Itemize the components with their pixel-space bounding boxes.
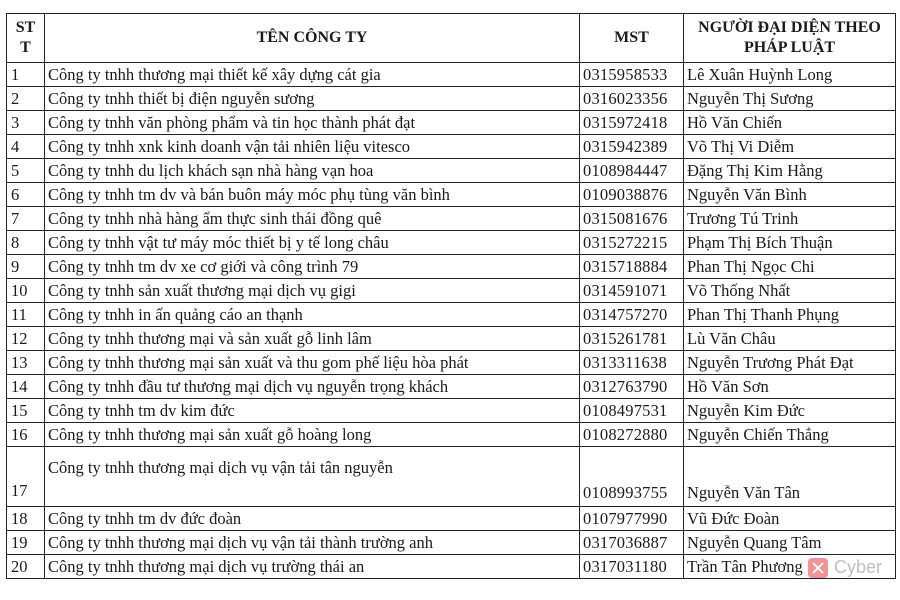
table-row bbox=[7, 423, 896, 447]
row-stt: 20 bbox=[7, 555, 45, 579]
row-tax-code: 0317036887 bbox=[580, 531, 684, 555]
row-tax-code: 0315272215 bbox=[580, 231, 684, 255]
row-company-name: Công ty tnhh thương mại sản xuất gỗ hoàng long bbox=[45, 423, 580, 447]
header-tax-code: MST bbox=[580, 14, 684, 63]
table-row bbox=[7, 399, 896, 423]
row-stt: 2 bbox=[7, 87, 45, 111]
row-legal-representative: Đặng Thị Kim Hằng bbox=[684, 159, 896, 183]
table-row bbox=[7, 63, 896, 87]
row-company-name: Công ty tnhh xnk kinh doanh vận tải nhiên liệu vitesco bbox=[45, 135, 580, 159]
row-company-name: Công ty tnhh thương mại sản xuất và thu gom phế liệu hòa phát bbox=[45, 351, 580, 375]
row-legal-representative: Nguyễn Kim Đức bbox=[684, 399, 896, 423]
row-stt: 14 bbox=[7, 375, 45, 399]
row-legal-representative: Phạm Thị Bích Thuận bbox=[684, 231, 896, 255]
table-row bbox=[7, 327, 896, 351]
table-row bbox=[7, 135, 896, 159]
header-stt bbox=[7, 14, 45, 63]
table-row bbox=[7, 351, 896, 375]
row-tax-code: 0314757270 bbox=[580, 303, 684, 327]
row-legal-representative: Nguyễn Trương Phát Đạt bbox=[684, 351, 896, 375]
row-stt: 8 bbox=[7, 231, 45, 255]
row-tax-code: 0312763790 bbox=[580, 375, 684, 399]
row-legal-representative: Hồ Văn Chiến bbox=[684, 111, 896, 135]
row-company-name: Công ty tnhh đầu tư thương mại dịch vụ nguyễn trọng khách bbox=[45, 375, 580, 399]
row-tax-code: 0108497531 bbox=[580, 399, 684, 423]
row-company-name: Công ty tnhh thương mại dịch vụ trường thái an bbox=[45, 555, 580, 579]
row-stt: 11 bbox=[7, 303, 45, 327]
row-legal-representative: Nguyễn Văn Bình bbox=[684, 183, 896, 207]
row-company-name: Công ty tnhh tm dv xe cơ giới và công trình 79 bbox=[45, 255, 580, 279]
row-tax-code: 0315942389 bbox=[580, 135, 684, 159]
row-company-name: Công ty tnhh vật tư máy móc thiết bị y tế long châu bbox=[45, 231, 580, 255]
row-tax-code: 0107977990 bbox=[580, 507, 684, 531]
x-logo-icon bbox=[808, 558, 828, 578]
row-stt: 10 bbox=[7, 279, 45, 303]
table-row bbox=[7, 531, 896, 555]
row-tax-code: 0315718884 bbox=[580, 255, 684, 279]
row-tax-code: 0315972418 bbox=[580, 111, 684, 135]
table-row bbox=[7, 159, 896, 183]
row-stt: 13 bbox=[7, 351, 45, 375]
row-tax-code: 0317031180 bbox=[580, 555, 684, 579]
table-row bbox=[7, 183, 896, 207]
table-row bbox=[7, 555, 896, 579]
row-company-name: Công ty tnhh thương mại và sản xuất gỗ linh lâm bbox=[45, 327, 580, 351]
row-legal-representative: Lù Văn Châu bbox=[684, 327, 896, 351]
table-row bbox=[7, 303, 896, 327]
table-row bbox=[7, 255, 896, 279]
header-rep-line2: PHÁP LUẬT bbox=[743, 39, 836, 56]
table-row bbox=[7, 111, 896, 135]
row-legal-representative: Phan Thị Thanh Phụng bbox=[684, 303, 896, 327]
row-company-name: Công ty tnhh thương mại thiết kế xây dựng cát gia bbox=[45, 63, 580, 87]
row-tax-code: 0108984447 bbox=[580, 159, 684, 183]
row-company-name: Công ty tnhh thương mại dịch vụ vận tải tân nguyễn bbox=[45, 447, 580, 507]
row-company-name: Công ty tnhh in ấn quảng cáo an thạnh bbox=[45, 303, 580, 327]
header-legal-representative bbox=[684, 14, 896, 63]
table-row bbox=[7, 507, 896, 531]
row-legal-representative: Vũ Đức Đoàn bbox=[684, 507, 896, 531]
row-stt: 15 bbox=[7, 399, 45, 423]
row-tax-code: 0109038876 bbox=[580, 183, 684, 207]
row-tax-code: 0316023356 bbox=[580, 87, 684, 111]
row-tax-code: 0108993755 bbox=[580, 447, 684, 507]
row-stt: 1 bbox=[7, 63, 45, 87]
watermark-text: Cyber bbox=[833, 557, 882, 577]
row-stt: 17 bbox=[7, 447, 45, 507]
header-rep-line1: NGƯỜI ĐẠI DIỆN THEO bbox=[698, 19, 881, 36]
row-legal-representative: Nguyễn Văn Tân bbox=[684, 447, 896, 507]
row-company-name: Công ty tnhh du lịch khách sạn nhà hàng vạn hoa bbox=[45, 159, 580, 183]
row-tax-code: 0108272880 bbox=[580, 423, 684, 447]
row-company-name: Công ty tnhh sản xuất thương mại dịch vụ gigi bbox=[45, 279, 580, 303]
row-legal-representative: Trần Tân Phương bbox=[684, 555, 896, 579]
row-stt: 18 bbox=[7, 507, 45, 531]
row-legal-representative: Võ Thị Vi Diễm bbox=[684, 135, 896, 159]
company-list-document bbox=[6, 13, 895, 579]
row-stt: 5 bbox=[7, 159, 45, 183]
row-stt: 19 bbox=[7, 531, 45, 555]
row-tax-code: 0315261781 bbox=[580, 327, 684, 351]
row-legal-representative: Nguyễn Chiến Thắng bbox=[684, 423, 896, 447]
row-stt: 4 bbox=[7, 135, 45, 159]
row-stt: 12 bbox=[7, 327, 45, 351]
row-company-name: Công ty tnhh thương mại dịch vụ vận tải thành trường anh bbox=[45, 531, 580, 555]
row-legal-representative: Võ Thống Nhất bbox=[684, 279, 896, 303]
row-legal-representative: Nguyễn Thị Sương bbox=[684, 87, 896, 111]
row-company-name: Công ty tnhh thiết bị điện nguyễn sương bbox=[45, 87, 580, 111]
table-row bbox=[7, 231, 896, 255]
table-body bbox=[7, 63, 896, 579]
row-legal-representative: Phan Thị Ngọc Chi bbox=[684, 255, 896, 279]
row-tax-code: 0313311638 bbox=[580, 351, 684, 375]
table-header-row bbox=[7, 14, 896, 63]
table-row bbox=[7, 375, 896, 399]
cyber-watermark bbox=[808, 557, 882, 578]
table-row bbox=[7, 87, 896, 111]
row-company-name: Công ty tnhh tm dv đức đoàn bbox=[45, 507, 580, 531]
row-company-name: Công ty tnhh văn phòng phẩm và tin học thành phát đạt bbox=[45, 111, 580, 135]
table-row bbox=[7, 207, 896, 231]
row-stt: 7 bbox=[7, 207, 45, 231]
row-stt: 16 bbox=[7, 423, 45, 447]
row-stt: 3 bbox=[7, 111, 45, 135]
row-tax-code: 0315958533 bbox=[580, 63, 684, 87]
row-legal-representative: Trương Tú Trinh bbox=[684, 207, 896, 231]
company-table bbox=[6, 13, 896, 579]
table-row bbox=[7, 447, 896, 507]
row-company-name: Công ty tnhh nhà hàng ẩm thực sinh thái đồng quê bbox=[45, 207, 580, 231]
row-stt: 6 bbox=[7, 183, 45, 207]
header-stt-line1: ST bbox=[15, 19, 36, 36]
row-company-name: Công ty tnhh tm dv và bán buôn máy móc phụ tùng văn bình bbox=[45, 183, 580, 207]
header-stt-line2: T bbox=[20, 39, 31, 56]
row-legal-representative: Nguyễn Quang Tâm bbox=[684, 531, 896, 555]
row-tax-code: 0315081676 bbox=[580, 207, 684, 231]
row-tax-code: 0314591071 bbox=[580, 279, 684, 303]
header-company-name: TÊN CÔNG TY bbox=[45, 14, 580, 63]
row-company-name: Công ty tnhh tm dv kim đức bbox=[45, 399, 580, 423]
row-legal-representative: Lê Xuân Huỳnh Long bbox=[684, 63, 896, 87]
row-legal-representative: Hồ Văn Sơn bbox=[684, 375, 896, 399]
table-row bbox=[7, 279, 896, 303]
row-stt: 9 bbox=[7, 255, 45, 279]
